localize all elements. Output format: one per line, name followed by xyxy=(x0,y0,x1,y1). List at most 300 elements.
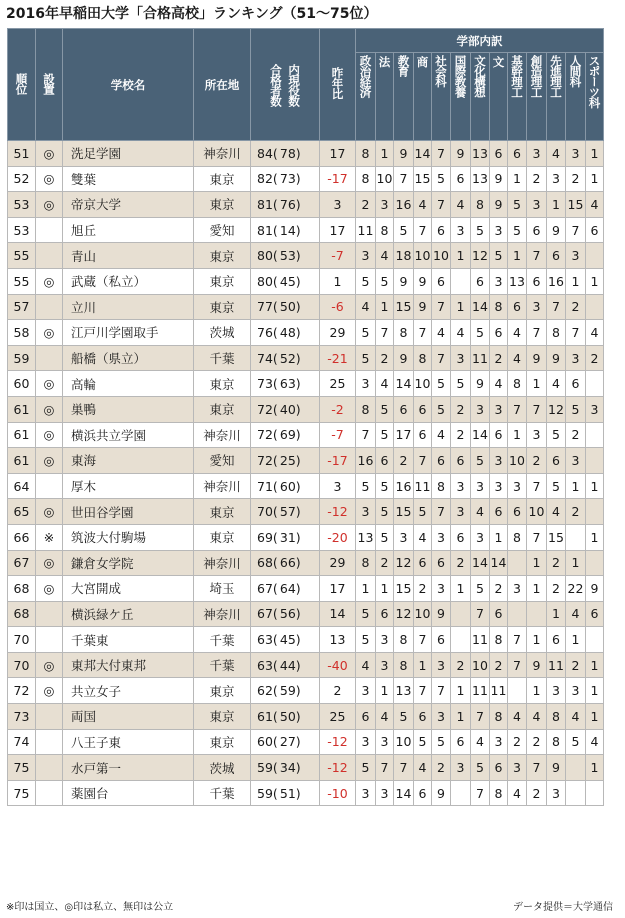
dept-count-cell: 3 xyxy=(566,141,586,167)
dept-count-cell: 5 xyxy=(356,627,376,653)
type-cell: ◎ xyxy=(36,396,63,422)
table-row xyxy=(8,576,604,602)
dept-count-cell: 8 xyxy=(394,652,414,678)
dept-count-cell: 3 xyxy=(566,345,586,371)
passers-cell: 73( 63) xyxy=(251,371,320,397)
dept-count-cell: 9 xyxy=(490,166,508,192)
table-row xyxy=(8,601,604,627)
type-cell: ◎ xyxy=(36,422,63,448)
footer-note: ※印は国立、◎印は私立、無印は公立 xyxy=(6,902,174,913)
passers-total: 63 xyxy=(257,632,273,648)
type-cell: ◎ xyxy=(36,576,63,602)
dept-count-cell: 7 xyxy=(471,704,490,730)
dept-count-cell: 3 xyxy=(394,524,414,550)
table-header xyxy=(8,29,604,141)
school-name-cell: 厚木 xyxy=(63,473,194,499)
location-cell: 埼玉 xyxy=(194,576,251,602)
dept-count-cell: 1 xyxy=(586,166,604,192)
rank-cell: 75 xyxy=(8,780,36,806)
dept-count-cell: 5 xyxy=(490,243,508,269)
school-name-cell: 横浜緑ケ丘 xyxy=(63,601,194,627)
school-name-cell: 横浜共立学園 xyxy=(63,422,194,448)
dept-count-cell: 8 xyxy=(547,729,566,755)
passers-total: 80 xyxy=(257,248,273,264)
dept-count-cell: 6 xyxy=(508,141,527,167)
dept-count-cell: 6 xyxy=(451,166,471,192)
dept-count-cell: 6 xyxy=(527,217,547,243)
dept-count-cell: 2 xyxy=(566,652,586,678)
dept-count-cell: 3 xyxy=(471,473,490,499)
dept-count-cell: 4 xyxy=(356,652,376,678)
dept-count-cell: 10 xyxy=(376,166,394,192)
dept-count-cell: 2 xyxy=(376,550,394,576)
passers-current: 69 xyxy=(279,427,296,443)
dept-count-cell: 10 xyxy=(414,601,432,627)
dept-count-cell: 7 xyxy=(471,601,490,627)
dept-count-cell: 10 xyxy=(432,243,451,269)
dept-count-cell: 7 xyxy=(414,217,432,243)
dept-count-cell xyxy=(508,601,527,627)
dept-count-cell: 1 xyxy=(586,141,604,167)
dept-count-cell: 6 xyxy=(414,550,432,576)
rank-cell: 61 xyxy=(8,422,36,448)
dept-count-cell: 3 xyxy=(490,396,508,422)
school-name-cell: 船橋（県立） xyxy=(63,345,194,371)
dept-count-cell: 16 xyxy=(394,473,414,499)
dept-count-cell: 5 xyxy=(394,217,414,243)
dept-count-cell: 1 xyxy=(356,576,376,602)
dept-count-cell: 6 xyxy=(547,243,566,269)
dept-count-cell: 1 xyxy=(451,243,471,269)
passers-cell: 70( 57) xyxy=(251,499,320,525)
header-dept: 商 xyxy=(414,53,432,141)
dept-count-cell: 3 xyxy=(451,499,471,525)
yoy-cell: 17 xyxy=(320,217,356,243)
dept-count-cell: 2 xyxy=(490,652,508,678)
passers-total: 71 xyxy=(257,478,273,494)
dept-count-cell: 1 xyxy=(376,576,394,602)
dept-count-cell: 1 xyxy=(566,627,586,653)
dept-count-cell: 5 xyxy=(508,192,527,218)
dept-count-cell: 6 xyxy=(547,448,566,474)
dept-count-cell: 4 xyxy=(566,704,586,730)
dept-count-cell: 1 xyxy=(451,678,471,704)
passers-total: 59 xyxy=(257,785,273,801)
dept-count-cell: 3 xyxy=(432,704,451,730)
dept-count-cell: 4 xyxy=(376,371,394,397)
passers-cell: 67( 64) xyxy=(251,576,320,602)
school-name-cell: 洗足学園 xyxy=(63,141,194,167)
dept-count-cell: 15 xyxy=(394,576,414,602)
dept-count-cell: 4 xyxy=(451,320,471,346)
dept-count-cell: 3 xyxy=(432,524,451,550)
dept-count-cell: 1 xyxy=(547,192,566,218)
dept-count-cell: 15 xyxy=(566,192,586,218)
dept-count-cell: 4 xyxy=(547,499,566,525)
table-row xyxy=(8,755,604,781)
passers-total: 76 xyxy=(257,324,273,340)
dept-count-cell: 8 xyxy=(356,550,376,576)
passers-total: 61 xyxy=(257,708,273,724)
type-cell: ◎ xyxy=(36,141,63,167)
dept-count-cell: 12 xyxy=(394,550,414,576)
dept-count-cell: 1 xyxy=(547,601,566,627)
dept-count-cell xyxy=(566,524,586,550)
dept-count-cell: 14 xyxy=(490,550,508,576)
dept-count-cell: 2 xyxy=(490,576,508,602)
passers-current: 73 xyxy=(279,171,296,187)
yoy-cell: -17 xyxy=(320,448,356,474)
header-dept: 基幹理工 xyxy=(508,53,527,141)
dept-count-cell: 2 xyxy=(451,422,471,448)
dept-count-cell: 9 xyxy=(547,217,566,243)
dept-count-cell: 13 xyxy=(471,141,490,167)
dept-count-cell: 8 xyxy=(547,704,566,730)
table-row xyxy=(8,141,604,167)
header-dept: 人間科 xyxy=(566,53,586,141)
type-cell: ◎ xyxy=(36,678,63,704)
dept-count-cell: 17 xyxy=(394,422,414,448)
dept-count-cell: 7 xyxy=(432,678,451,704)
dept-count-cell: 14 xyxy=(394,371,414,397)
dept-count-cell: 13 xyxy=(471,166,490,192)
table-row xyxy=(8,217,604,243)
dept-count-cell: 7 xyxy=(508,396,527,422)
yoy-cell: -12 xyxy=(320,729,356,755)
passers-cell: 59( 51) xyxy=(251,780,320,806)
dept-count-cell: 3 xyxy=(547,166,566,192)
passers-total: 77 xyxy=(257,299,273,315)
ranking-table xyxy=(7,28,604,806)
school-name-cell: 八王子東 xyxy=(63,729,194,755)
rank-cell: 51 xyxy=(8,141,36,167)
dept-count-cell: 1 xyxy=(566,550,586,576)
dept-count-cell: 8 xyxy=(376,217,394,243)
passers-cell: 71( 60) xyxy=(251,473,320,499)
yoy-cell: -17 xyxy=(320,166,356,192)
header-rank: 順位 xyxy=(8,29,36,141)
dept-count-cell: 4 xyxy=(356,294,376,320)
dept-count-cell: 4 xyxy=(527,704,547,730)
location-cell: 千葉 xyxy=(194,345,251,371)
dept-count-cell: 8 xyxy=(356,166,376,192)
rank-cell: 58 xyxy=(8,320,36,346)
dept-count-cell xyxy=(451,627,471,653)
dept-count-cell: 3 xyxy=(547,780,566,806)
rank-cell: 61 xyxy=(8,396,36,422)
dept-count-cell: 9 xyxy=(586,576,604,602)
dept-count-cell: 3 xyxy=(527,192,547,218)
school-name-cell: 帝京大学 xyxy=(63,192,194,218)
type-cell xyxy=(36,473,63,499)
dept-count-cell: 5 xyxy=(414,499,432,525)
dept-count-cell: 2 xyxy=(566,499,586,525)
header-passers-current: 内現役数 xyxy=(287,63,302,106)
type-cell: ◎ xyxy=(36,320,63,346)
header-passers xyxy=(251,29,320,141)
dept-count-cell: 11 xyxy=(547,652,566,678)
dept-count-cell: 4 xyxy=(586,192,604,218)
dept-count-cell: 1 xyxy=(527,371,547,397)
dept-count-cell: 7 xyxy=(394,166,414,192)
dept-count-cell: 13 xyxy=(508,268,527,294)
dept-count-cell: 2 xyxy=(414,576,432,602)
location-cell: 神奈川 xyxy=(194,422,251,448)
dept-count-cell: 2 xyxy=(451,396,471,422)
rank-cell: 59 xyxy=(8,345,36,371)
dept-count-cell: 5 xyxy=(566,729,586,755)
passers-total: 70 xyxy=(257,504,273,520)
dept-count-cell: 3 xyxy=(356,243,376,269)
dept-count-cell: 5 xyxy=(356,320,376,346)
dept-count-cell: 15 xyxy=(394,294,414,320)
passers-current: 25 xyxy=(279,452,296,468)
table-row xyxy=(8,192,604,218)
dept-count-cell: 7 xyxy=(414,320,432,346)
dept-count-cell: 8 xyxy=(356,396,376,422)
dept-count-cell: 8 xyxy=(394,320,414,346)
dept-count-cell: 5 xyxy=(566,396,586,422)
dept-count-cell: 4 xyxy=(414,755,432,781)
dept-count-cell: 2 xyxy=(527,729,547,755)
type-cell: ◎ xyxy=(36,550,63,576)
rank-cell: 75 xyxy=(8,755,36,781)
dept-count-cell: 6 xyxy=(451,448,471,474)
dept-count-cell: 2 xyxy=(451,550,471,576)
dept-count-cell: 8 xyxy=(356,141,376,167)
dept-count-cell: 9 xyxy=(432,601,451,627)
table-row xyxy=(8,268,604,294)
dept-count-cell: 1 xyxy=(566,473,586,499)
type-cell xyxy=(36,627,63,653)
school-name-cell: 筑波大付駒場 xyxy=(63,524,194,550)
dept-count-cell: 4 xyxy=(414,192,432,218)
location-cell: 神奈川 xyxy=(194,141,251,167)
passers-cell: 60( 27) xyxy=(251,729,320,755)
header-dept-group: 学部内訳 xyxy=(356,29,604,53)
passers-total: 84 xyxy=(257,145,273,161)
passers-cell: 63( 45) xyxy=(251,627,320,653)
dept-count-cell: 1 xyxy=(451,704,471,730)
dept-count-cell xyxy=(586,499,604,525)
dept-count-cell: 7 xyxy=(414,448,432,474)
school-name-cell: 江戸川学園取手 xyxy=(63,320,194,346)
dept-count-cell: 11 xyxy=(356,217,376,243)
header-dept: 国際教養 xyxy=(451,53,471,141)
dept-count-cell: 5 xyxy=(432,371,451,397)
dept-count-cell: 5 xyxy=(471,448,490,474)
dept-count-cell: 3 xyxy=(490,729,508,755)
passers-total: 81 xyxy=(257,222,273,238)
table-row xyxy=(8,371,604,397)
dept-count-cell: 5 xyxy=(471,755,490,781)
table-row xyxy=(8,448,604,474)
passers-cell: 63( 44) xyxy=(251,652,320,678)
dept-count-cell: 5 xyxy=(376,499,394,525)
type-cell: ◎ xyxy=(36,652,63,678)
table-row xyxy=(8,780,604,806)
header-location: 所在地 xyxy=(194,29,251,141)
rank-cell: 60 xyxy=(8,371,36,397)
passers-current: 40 xyxy=(279,401,296,417)
dept-count-cell: 3 xyxy=(471,396,490,422)
dept-count-cell: 2 xyxy=(527,780,547,806)
dept-count-cell: 12 xyxy=(547,396,566,422)
dept-count-cell: 4 xyxy=(508,345,527,371)
dept-count-cell: 3 xyxy=(376,780,394,806)
school-name-cell: 世田谷学園 xyxy=(63,499,194,525)
dept-count-cell: 5 xyxy=(376,268,394,294)
rank-cell: 55 xyxy=(8,243,36,269)
passers-cell: 59( 34) xyxy=(251,755,320,781)
dept-count-cell: 5 xyxy=(451,371,471,397)
dept-count-cell: 2 xyxy=(376,345,394,371)
dept-count-cell xyxy=(586,780,604,806)
dept-count-cell: 10 xyxy=(508,448,527,474)
dept-count-cell: 4 xyxy=(508,320,527,346)
dept-count-cell: 5 xyxy=(547,473,566,499)
passers-current: 52 xyxy=(279,350,296,366)
yoy-cell: 13 xyxy=(320,627,356,653)
dept-count-cell: 9 xyxy=(432,780,451,806)
dept-count-cell xyxy=(566,780,586,806)
dept-count-cell: 3 xyxy=(451,345,471,371)
dept-count-cell: 1 xyxy=(586,704,604,730)
passers-total: 81 xyxy=(257,196,273,212)
dept-count-cell: 9 xyxy=(547,345,566,371)
dept-count-cell: 3 xyxy=(547,678,566,704)
dept-count-cell: 8 xyxy=(490,627,508,653)
passers-total: 72 xyxy=(257,401,273,417)
dept-count-cell: 5 xyxy=(471,576,490,602)
dept-count-cell: 9 xyxy=(490,192,508,218)
school-name-cell: 水戸第一 xyxy=(63,755,194,781)
passers-current: 50 xyxy=(279,708,296,724)
dept-count-cell: 7 xyxy=(432,345,451,371)
dept-count-cell: 14 xyxy=(471,550,490,576)
school-name-cell: 東邦大付東邦 xyxy=(63,652,194,678)
dept-count-cell: 2 xyxy=(566,294,586,320)
dept-count-cell: 10 xyxy=(471,652,490,678)
yoy-cell: 17 xyxy=(320,576,356,602)
dept-count-cell: 7 xyxy=(356,422,376,448)
dept-count-cell: 3 xyxy=(451,755,471,781)
location-cell: 東京 xyxy=(194,192,251,218)
dept-count-cell: 9 xyxy=(547,755,566,781)
dept-count-cell: 2 xyxy=(451,652,471,678)
dept-count-cell: 15 xyxy=(414,166,432,192)
table-row xyxy=(8,166,604,192)
dept-count-cell: 14 xyxy=(394,780,414,806)
dept-count-cell: 1 xyxy=(376,678,394,704)
passers-total: 59 xyxy=(257,760,273,776)
type-cell: ※ xyxy=(36,524,63,550)
dept-count-cell: 12 xyxy=(394,601,414,627)
type-cell xyxy=(36,601,63,627)
dept-count-cell: 7 xyxy=(414,678,432,704)
table-row xyxy=(8,422,604,448)
passers-current: 76 xyxy=(279,196,296,212)
rank-cell: 65 xyxy=(8,499,36,525)
dept-count-cell: 8 xyxy=(471,192,490,218)
dept-count-cell: 16 xyxy=(547,268,566,294)
dept-count-cell: 3 xyxy=(527,141,547,167)
passers-total: 60 xyxy=(257,734,273,750)
yoy-cell: 3 xyxy=(320,473,356,499)
dept-count-cell: 7 xyxy=(566,217,586,243)
dept-count-cell: 7 xyxy=(527,755,547,781)
passers-cell: 72( 25) xyxy=(251,448,320,474)
table-row xyxy=(8,320,604,346)
dept-count-cell xyxy=(566,755,586,781)
yoy-cell: -7 xyxy=(320,243,356,269)
dept-count-cell: 7 xyxy=(527,396,547,422)
dept-count-cell xyxy=(527,601,547,627)
type-cell: ◎ xyxy=(36,499,63,525)
dept-count-cell: 10 xyxy=(527,499,547,525)
dept-count-cell: 3 xyxy=(356,780,376,806)
dept-count-cell: 3 xyxy=(527,422,547,448)
dept-count-cell: 7 xyxy=(527,320,547,346)
passers-cell: 76( 48) xyxy=(251,320,320,346)
table-row xyxy=(8,550,604,576)
dept-count-cell: 9 xyxy=(527,345,547,371)
table-row xyxy=(8,243,604,269)
dept-count-cell: 1 xyxy=(586,678,604,704)
dept-count-cell: 2 xyxy=(508,729,527,755)
dept-count-cell: 8 xyxy=(490,294,508,320)
yoy-cell: -40 xyxy=(320,652,356,678)
dept-count-cell: 12 xyxy=(471,243,490,269)
passers-total: 63 xyxy=(257,657,273,673)
type-cell: ◎ xyxy=(36,166,63,192)
dept-count-cell: 6 xyxy=(432,550,451,576)
yoy-cell: -10 xyxy=(320,780,356,806)
rank-cell: 53 xyxy=(8,217,36,243)
dept-count-cell: 5 xyxy=(471,217,490,243)
yoy-cell: 1 xyxy=(320,268,356,294)
passers-total: 73 xyxy=(257,376,273,392)
dept-count-cell: 4 xyxy=(547,141,566,167)
dept-count-cell: 4 xyxy=(508,704,527,730)
rank-cell: 55 xyxy=(8,268,36,294)
dept-count-cell: 1 xyxy=(414,652,432,678)
rank-cell: 53 xyxy=(8,192,36,218)
yoy-cell: 14 xyxy=(320,601,356,627)
table-row xyxy=(8,729,604,755)
dept-count-cell: 7 xyxy=(376,320,394,346)
rank-cell: 68 xyxy=(8,601,36,627)
dept-count-cell: 8 xyxy=(490,704,508,730)
dept-count-cell: 6 xyxy=(490,320,508,346)
location-cell: 神奈川 xyxy=(194,601,251,627)
dept-count-cell: 6 xyxy=(508,499,527,525)
dept-count-cell xyxy=(586,550,604,576)
table-body xyxy=(8,141,604,806)
passers-cell: 81( 14) xyxy=(251,217,320,243)
dept-count-cell: 11 xyxy=(471,627,490,653)
dept-count-cell: 6 xyxy=(527,268,547,294)
dept-count-cell: 1 xyxy=(527,550,547,576)
yoy-cell: 3 xyxy=(320,192,356,218)
passers-current: 64 xyxy=(279,580,296,596)
dept-count-cell: 7 xyxy=(376,755,394,781)
dept-count-cell: 9 xyxy=(471,371,490,397)
dept-count-cell: 3 xyxy=(451,473,471,499)
passers-cell: 72( 69) xyxy=(251,422,320,448)
dept-count-cell: 7 xyxy=(471,780,490,806)
dept-count-cell: 1 xyxy=(566,268,586,294)
